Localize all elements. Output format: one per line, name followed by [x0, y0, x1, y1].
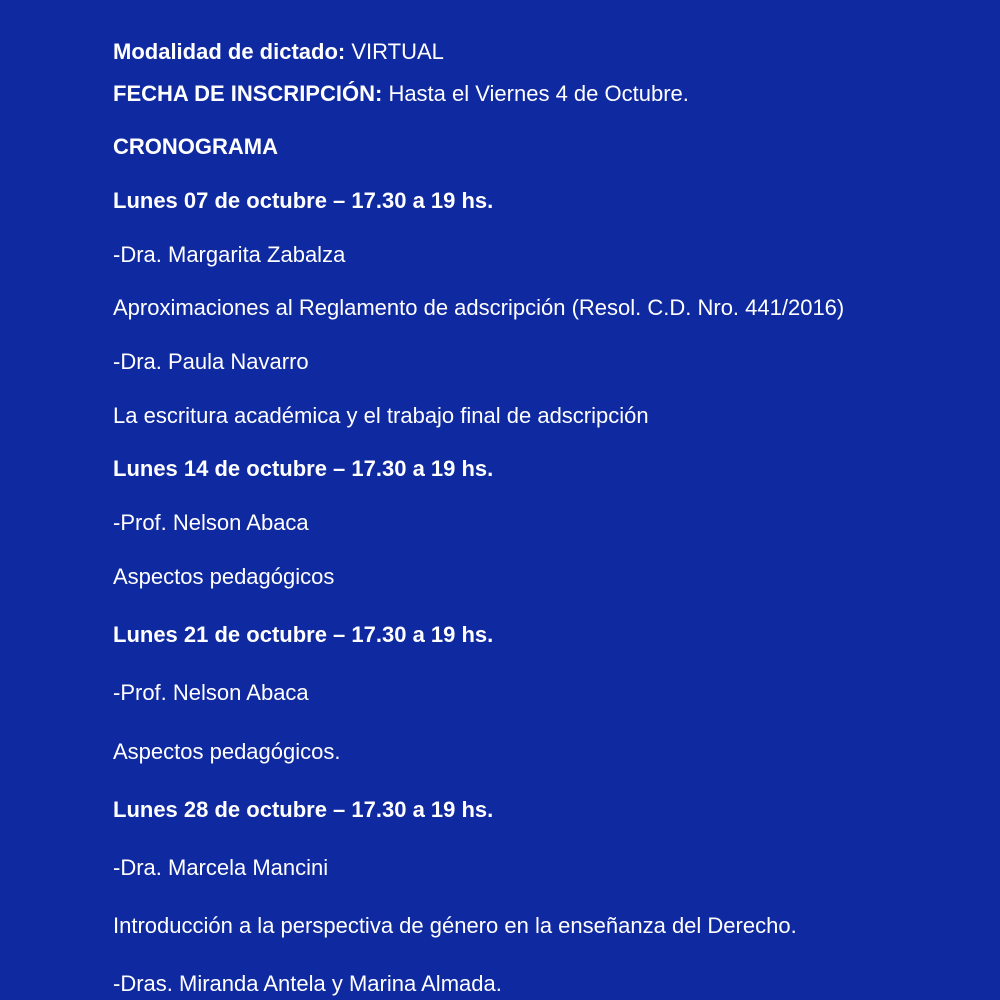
topic: Aspectos pedagógicos.	[113, 739, 341, 764]
topic: Introducción a la perspectiva de género en la enseñanza del Derecho.	[113, 913, 797, 938]
session-date: Lunes 14 de octubre – 17.30 a 19 hs.	[113, 456, 494, 481]
modality-line	[113, 37, 444, 67]
document-page	[113, 0, 983, 1000]
topic: Aspectos pedagógicos	[113, 564, 335, 589]
session-date: Lunes 28 de octubre – 17.30 a 19 hs.	[113, 797, 494, 822]
registration-line	[113, 79, 689, 109]
speaker: -Dra. Paula Navarro	[113, 349, 309, 374]
speaker: -Prof. Nelson Abaca	[113, 510, 309, 535]
modality-value: VIRTUAL	[351, 39, 444, 64]
speaker: -Dra. Margarita Zabalza	[113, 242, 346, 267]
topic: Aproximaciones al Reglamento de adscripción (Resol. C.D. Nro. 441/2016)	[113, 295, 845, 320]
registration-label: FECHA DE INSCRIPCIÓN:	[113, 81, 383, 106]
speaker: -Dra. Marcela Mancini	[113, 855, 329, 880]
registration-value: Hasta el Viernes 4 de Octubre.	[388, 81, 689, 106]
speaker: -Prof. Nelson Abaca	[113, 680, 309, 705]
modality-label: Modalidad de dictado:	[113, 39, 346, 64]
topic: La escritura académica y el trabajo final de adscripción	[113, 403, 649, 428]
session-date: Lunes 21 de octubre – 17.30 a 19 hs.	[113, 622, 494, 647]
schedule-title: CRONOGRAMA	[113, 134, 278, 159]
session-date: Lunes 07 de octubre – 17.30 a 19 hs.	[113, 188, 494, 213]
speaker: -Dras. Miranda Antela y Marina Almada.	[113, 971, 502, 996]
